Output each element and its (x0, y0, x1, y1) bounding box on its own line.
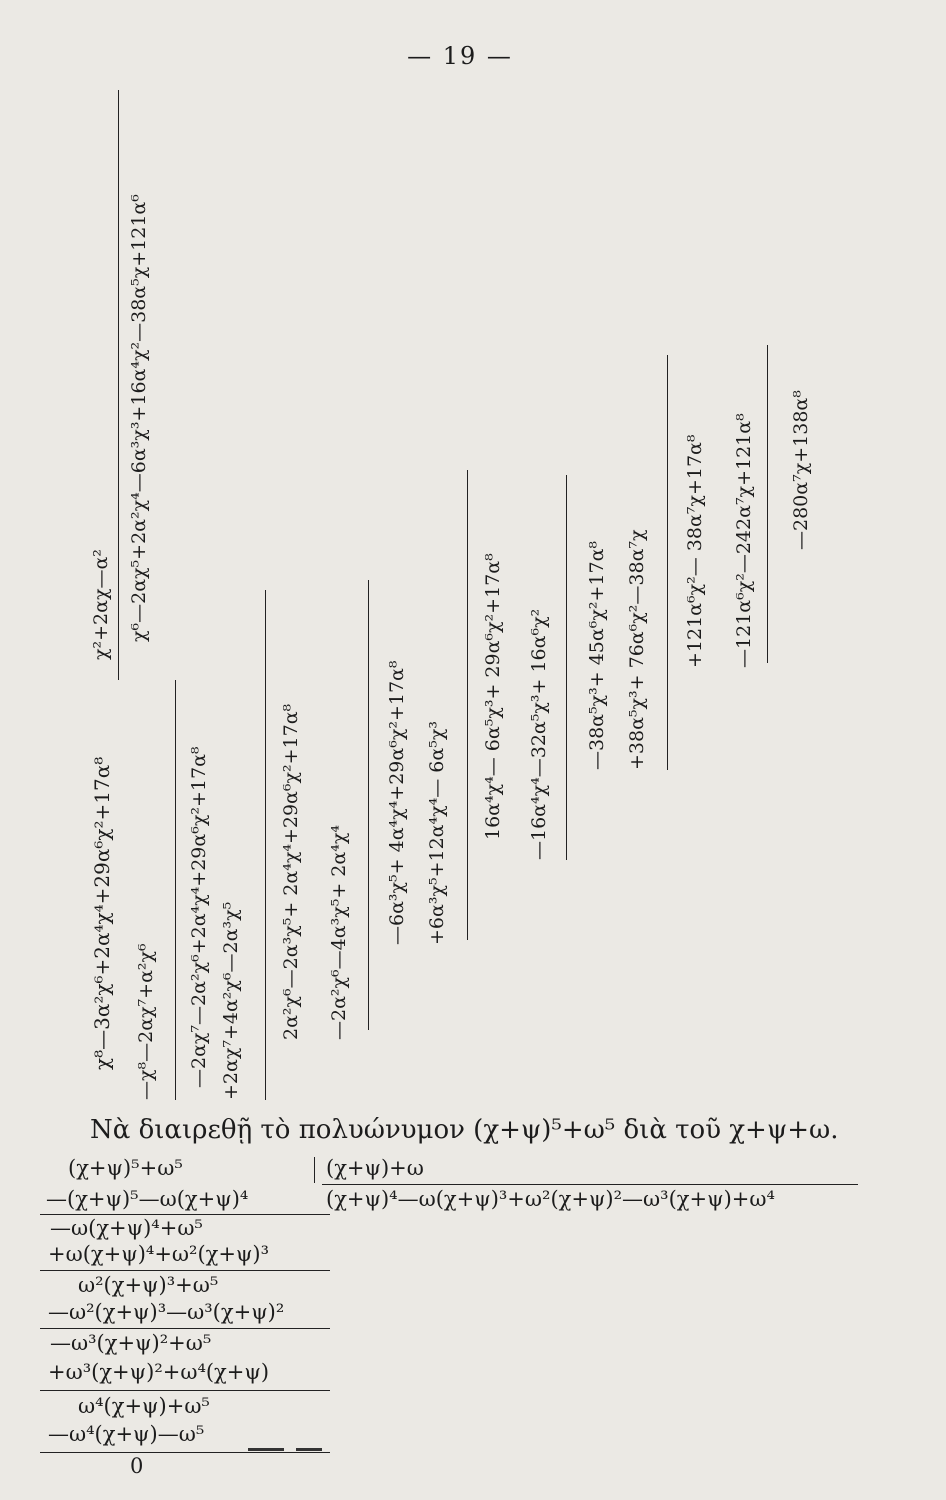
division-step: —6α³χ⁵+ 4α⁴χ⁴+29α⁶χ²+17α⁸ (386, 660, 408, 945)
rule (40, 1452, 330, 1453)
division-step: —38α⁵χ³+ 45α⁶χ²+17α⁸ (586, 540, 608, 770)
division-step: ω²(χ+ψ)³+ω⁵ (78, 1273, 219, 1297)
division-step: ω⁴(χ+ψ)+ω⁵ (78, 1394, 210, 1418)
division-step: +2αχ⁷+4α²χ⁶—2α³χ⁵ (220, 901, 242, 1100)
rule (175, 680, 176, 1100)
division-step: —(χ+ψ)⁵—ω(χ+ψ)⁴ (46, 1187, 249, 1211)
division-step: +ω³(χ+ψ)²+ω⁴(χ+ψ) (48, 1360, 270, 1384)
rule (767, 345, 768, 663)
division-quotient: χ⁶—2αχ⁵+2α²χ⁴—6α³χ³+16α⁴χ²—38α⁵χ+121α⁶ (128, 194, 150, 642)
division-remainder: —280α⁷χ+138α⁸ (790, 390, 812, 550)
division-step: —ω³(χ+ψ)²+ω⁵ (50, 1331, 212, 1355)
rule (40, 1328, 330, 1329)
rule (467, 470, 468, 940)
problem-divisor: (χ+ψ)+ω (326, 1156, 424, 1180)
division-zero-remainder: 0 (130, 1454, 144, 1478)
rule (265, 590, 266, 1100)
division-step: —ω⁴(χ+ψ)—ω⁵ (48, 1422, 205, 1446)
division-step: +6α³χ⁵+12α⁴χ⁴— 6α⁵χ³ (426, 721, 448, 945)
division-step: —χ⁸—2αχ⁷+α²χ⁶ (135, 943, 157, 1100)
division-divisor: χ²+2αχ—α² (90, 549, 112, 660)
division-step: —ω²(χ+ψ)³—ω³(χ+ψ)² (48, 1300, 285, 1324)
division-step: 16α⁴χ⁴— 6α⁵χ³+ 29α⁶χ²+17α⁸ (482, 553, 504, 840)
division-step: 2α²χ⁶—2α³χ⁵+ 2α⁴χ⁴+29α⁶χ²+17α⁸ (280, 703, 302, 1040)
divisor-bar (118, 90, 119, 680)
division-step: +121α⁶χ²— 38α⁷χ+17α⁸ (684, 434, 706, 668)
rule (667, 355, 668, 770)
rule (322, 1184, 858, 1185)
rule (566, 475, 567, 860)
division-step: —ω(χ+ψ)⁴+ω⁵ (50, 1216, 203, 1240)
rule (248, 1448, 284, 1451)
division-step: —2αχ⁷—2α²χ⁶+2α⁴χ⁴+29α⁶χ²+17α⁸ (188, 746, 210, 1088)
problem-quotient: (χ+ψ)⁴—ω(χ+ψ)³+ω²(χ+ψ)²—ω³(χ+ψ)+ω⁴ (326, 1187, 775, 1211)
page-number: — 19 — (407, 42, 513, 70)
rule (40, 1270, 330, 1271)
division-step: +ω(χ+ψ)⁴+ω²(χ+ψ)³ (48, 1242, 270, 1266)
division-step: —16α⁴χ⁴—32α⁵χ³+ 16α⁶χ² (528, 608, 550, 860)
rule (296, 1448, 322, 1451)
division-step: (χ+ψ)⁵+ω⁵ (68, 1156, 183, 1180)
divisor-bar (314, 1157, 315, 1183)
division-step: —121α⁶χ²—242α⁷χ+121α⁸ (733, 413, 755, 668)
dividend: χ⁸—3α²χ⁶+2α⁴χ⁴+29α⁶χ²+17α⁸ (90, 756, 114, 1070)
problem-statement: Νὰ διαιρεθῇ τὸ πολυώνυμον (χ+ψ)⁵+ω⁵ διὰ τοῦ χ+ψ+ω. (90, 1115, 839, 1145)
division-step: —2α²χ⁶—4α³χ⁵+ 2α⁴χ⁴ (328, 825, 350, 1040)
rule (368, 580, 369, 1030)
rule (40, 1390, 330, 1391)
division-step: +38α⁵χ³+ 76α⁶χ²—38α⁷χ (626, 529, 648, 770)
rule (40, 1214, 330, 1215)
